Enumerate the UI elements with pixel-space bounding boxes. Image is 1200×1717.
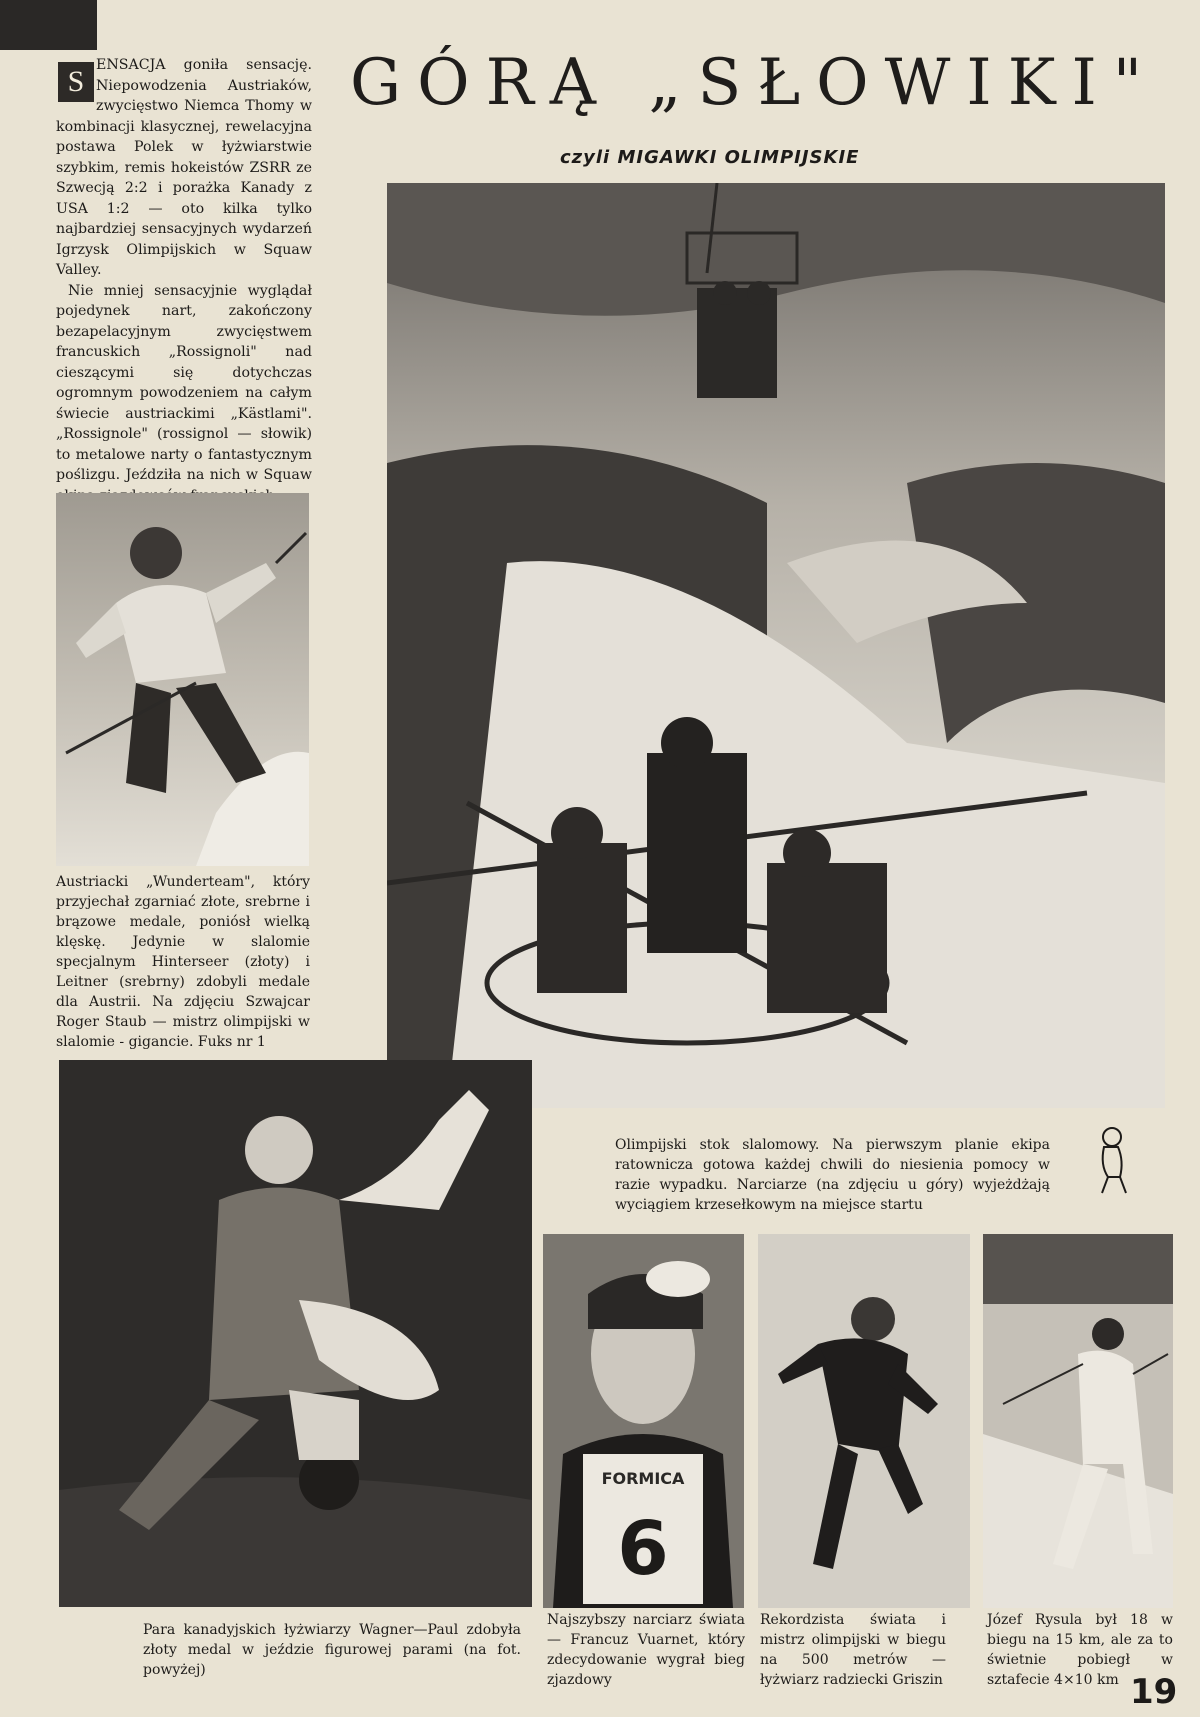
- bib-number-text: 6: [617, 1506, 669, 1592]
- subheadline: czyli MIGAWKI OLIMPIJSKIE: [560, 147, 860, 168]
- photo-staub: [56, 493, 309, 866]
- corner-tab: [0, 0, 97, 50]
- mascot-doodle-icon: [1090, 1125, 1134, 1197]
- intro-text: [56, 55, 312, 506]
- photo-slalom-slope: [387, 183, 1165, 1108]
- caption-griszin: Rekordzista świata i mistrz olimpijski w biegu na 500 metrów — łyżwiarz radziecki Griszin: [760, 1612, 946, 1688]
- caption-vuarnet: Najszybszy narciarz świata — Francuz Vuarnet, który zdecydowanie wygrał bieg zjazdowy: [547, 1612, 745, 1688]
- drop-cap: S: [58, 62, 94, 102]
- bib-sponsor-text: FORMICA: [601, 1469, 685, 1488]
- caption-slalom-slope: Olimpijski stok slalomowy. Na pierwszym planie ekipa ratownicza gotowa każdej chwili do niesienia pomocy w razie wypadku. Narciarze (na zdjęciu u góry) wyjeżdżają wyciągiem krzesełkowym na miejsce startu: [615, 1137, 1050, 1213]
- caption-rysula: Józef Rysula był 18 w biegu na 15 km, ale za to świetnie pobiegł w sztafecie 4×10 km: [987, 1612, 1173, 1688]
- intro-paragraph-2: Nie mniej sensacyjnie wyglądał pojedynek nart, zakończony bezapelacyjnym zwycięstwem francuskich „Rossignoli" nad cieszącymi się dotychczas ogromnym powodzeniem na całym świecie austriackimi „Kästlami". „Rossignole" (rossignol — słowik) to metalowe narty o fantastycznym poślizgu. Jeździła na nich w Squaw: [56, 282, 312, 483]
- intro-paragraph-1: ENSACJA goniła sensację. Niepowodzenia Austriaków, zwycięstwo Niemca Thomy w kombinacji klasycznej, rewelacyjna postawa Polek w łyżwiarstwie szybkim, remis hokeistów ZSRR ze Szwecją 2:2 i porażka Kanady z USA 1:2 — oto kilka tylko najbardziej sensacyjnych wydarzeń Igrzysk Olimpijskich w Squaw Valley.: [56, 57, 312, 278]
- page-number: 19: [1130, 1672, 1178, 1712]
- photo-griszin: [758, 1234, 970, 1608]
- caption-staub: Austriacki „Wunderteam", który przyjechał zgarniać złote, srebrne i brązowe medale, poniósł wielką klęskę. Jedynie w slalomie specjalnym Hinterseer (złoty) i Leitner (srebrny) zdobyli medale dla Austrii. Na zdjęciu Szwajcar Roger Staub — mistrz olimpijski w slalomie - gigancie. Fuks nr 1: [56, 874, 310, 1050]
- caption-pair-skaters: Para kanadyjskich łyżwiarzy Wagner—Paul zdobyła złoty medal w jeździe figurowej parami (na fot. powyżej): [143, 1622, 521, 1678]
- photo-pair-skaters: [59, 1060, 532, 1607]
- photo-rysula: [983, 1234, 1173, 1608]
- headline: GÓRĄ „SŁOWIKI": [350, 46, 1159, 120]
- photo-vuarnet: [543, 1234, 744, 1608]
